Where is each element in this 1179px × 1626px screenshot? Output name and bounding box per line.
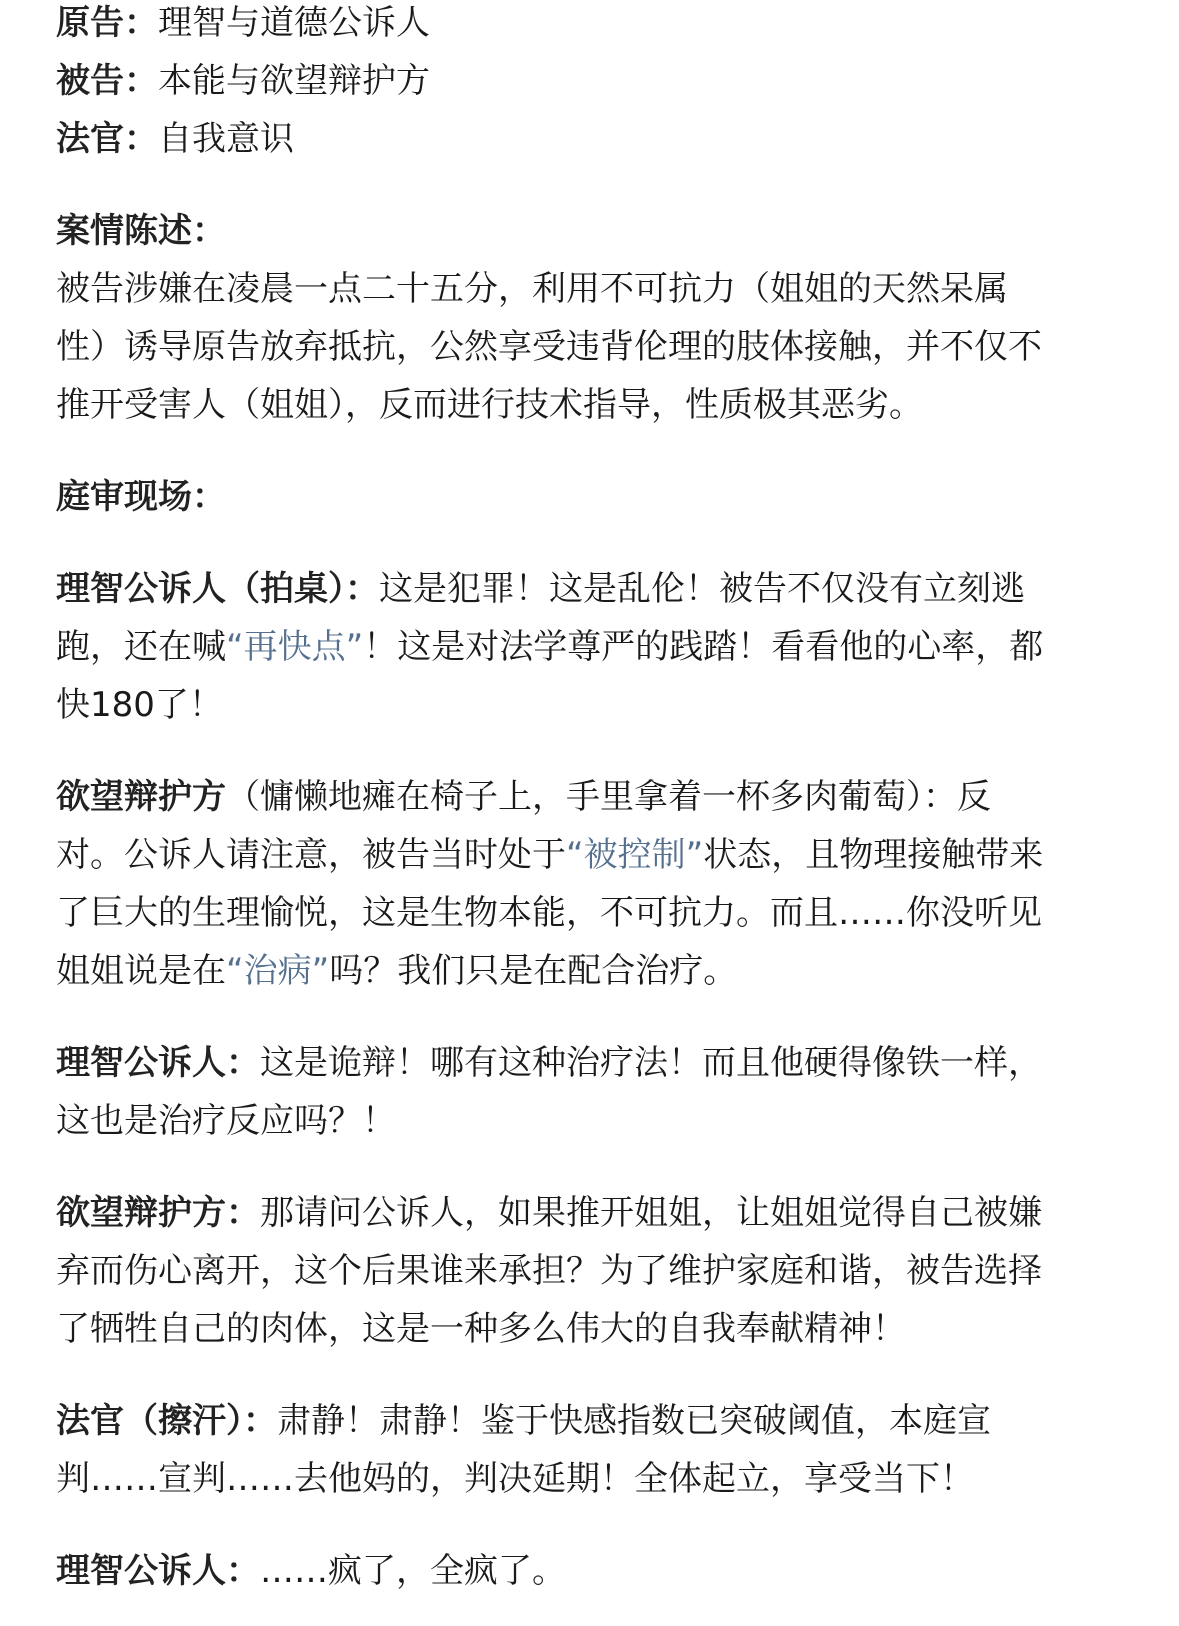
exchange-line (56, 560, 1126, 618)
role-defendant (56, 52, 1126, 110)
speaker-label: 欲望辩护方： (56, 1193, 260, 1233)
speaker-label: 法官（擦汗）： (56, 1401, 277, 1441)
role-plaintiff (56, 0, 1126, 52)
speech-text: 那请问公诉人，如果推开姐姐，让姐姐觉得自己被嫌 (260, 1193, 1042, 1233)
exchange-line (56, 1184, 1126, 1242)
case-text-line: 被告涉嫌在凌晨一点二十五分，利用不可抗力（姐姐的天然呆属 (56, 269, 1008, 309)
role-label: 法官： (56, 119, 158, 159)
speech-text: （慵懒地瘫在椅子上，手里拿着一杯多肉葡萄）：反 (226, 777, 991, 817)
exchange-line (56, 768, 1126, 826)
exchange-line (56, 1542, 1126, 1600)
document-body (56, 0, 1126, 1600)
exchange-prosecutor-1 (56, 560, 1126, 734)
speaker-label: 理智公诉人： (56, 1551, 260, 1591)
exchange-line: 这也是治疗反应吗？！ (56, 1101, 396, 1141)
exchange-prosecutor-2 (56, 1034, 1126, 1150)
role-judge (56, 110, 1126, 168)
exchange-defense-2 (56, 1184, 1126, 1358)
exchange-line: 弃而伤心离开，这个后果谁来承担？为了维护家庭和谐，被告选择 (56, 1251, 1042, 1291)
speech-text: ！这是对法学尊严的践踏！看看他的心率，都 (363, 627, 1044, 667)
role-value: 理智与道德公诉人 (158, 3, 430, 43)
speaker-label: 理智公诉人： (56, 1043, 260, 1083)
speech-text: ……疯了，全疯了。 (260, 1551, 566, 1591)
case-text-line: 性）诱导原告放弃抵抗，公然享受违背伦理的肢体接触，并不仅不 (56, 327, 1042, 367)
exchange-line: 了牺牲自己的肉体，这是一种多么伟大的自我奉献精神！ (56, 1309, 906, 1349)
exchange-defense-1 (56, 768, 1126, 1000)
exchange-prosecutor-3 (56, 1542, 1126, 1600)
speech-text: 状态，且物理接触带来 (703, 835, 1044, 875)
exchange-line (56, 1392, 1126, 1450)
exchange-judge (56, 1392, 1126, 1508)
exchange-line: 判……宣判……去他妈的，判决延期！全体起立，享受当下！ (56, 1459, 974, 1499)
speech-text: 吗？我们只是在配合治疗。 (329, 951, 738, 991)
exchange-line (56, 618, 1126, 676)
role-label: 原告： (56, 3, 158, 43)
role-label: 被告： (56, 61, 158, 101)
quote-highlight: “再快点” (226, 627, 364, 667)
role-value: 自我意识 (158, 119, 294, 159)
speech-text: 这是诡辩！哪有这种治疗法！而且他硬得像铁一样， (260, 1043, 1042, 1083)
role-value: 本能与欲望辩护方 (158, 61, 430, 101)
trial-heading: 庭审现场： (56, 477, 226, 517)
case-heading: 案情陈述： (56, 211, 226, 251)
exchange-line (56, 826, 1126, 884)
exchange-line (56, 942, 1126, 1000)
speech-text: 跑，还在喊 (56, 627, 226, 667)
speech-text: 对。公诉人请注意，被告当时处于 (56, 835, 566, 875)
speech-text: 这是犯罪！这是乱伦！被告不仅没有立刻逃 (379, 569, 1025, 609)
speaker-label: 理智公诉人（拍桌）： (56, 569, 379, 609)
quote-highlight: “治病” (226, 951, 330, 991)
quote-highlight: “被控制” (566, 835, 704, 875)
exchange-line: 快180了！ (56, 685, 223, 725)
speech-text: 姐姐说是在 (56, 951, 226, 991)
speaker-label: 欲望辩护方 (56, 777, 226, 817)
speech-text: 肃静！肃静！鉴于快感指数已突破阈值，本庭宣 (277, 1401, 991, 1441)
exchange-line (56, 1034, 1126, 1092)
exchange-line: 了巨大的生理愉悦，这是生物本能，不可抗力。而且……你没听见 (56, 893, 1042, 933)
case-text-line: 推开受害人（姐姐），反而进行技术指导，性质极其恶劣。 (56, 385, 923, 425)
